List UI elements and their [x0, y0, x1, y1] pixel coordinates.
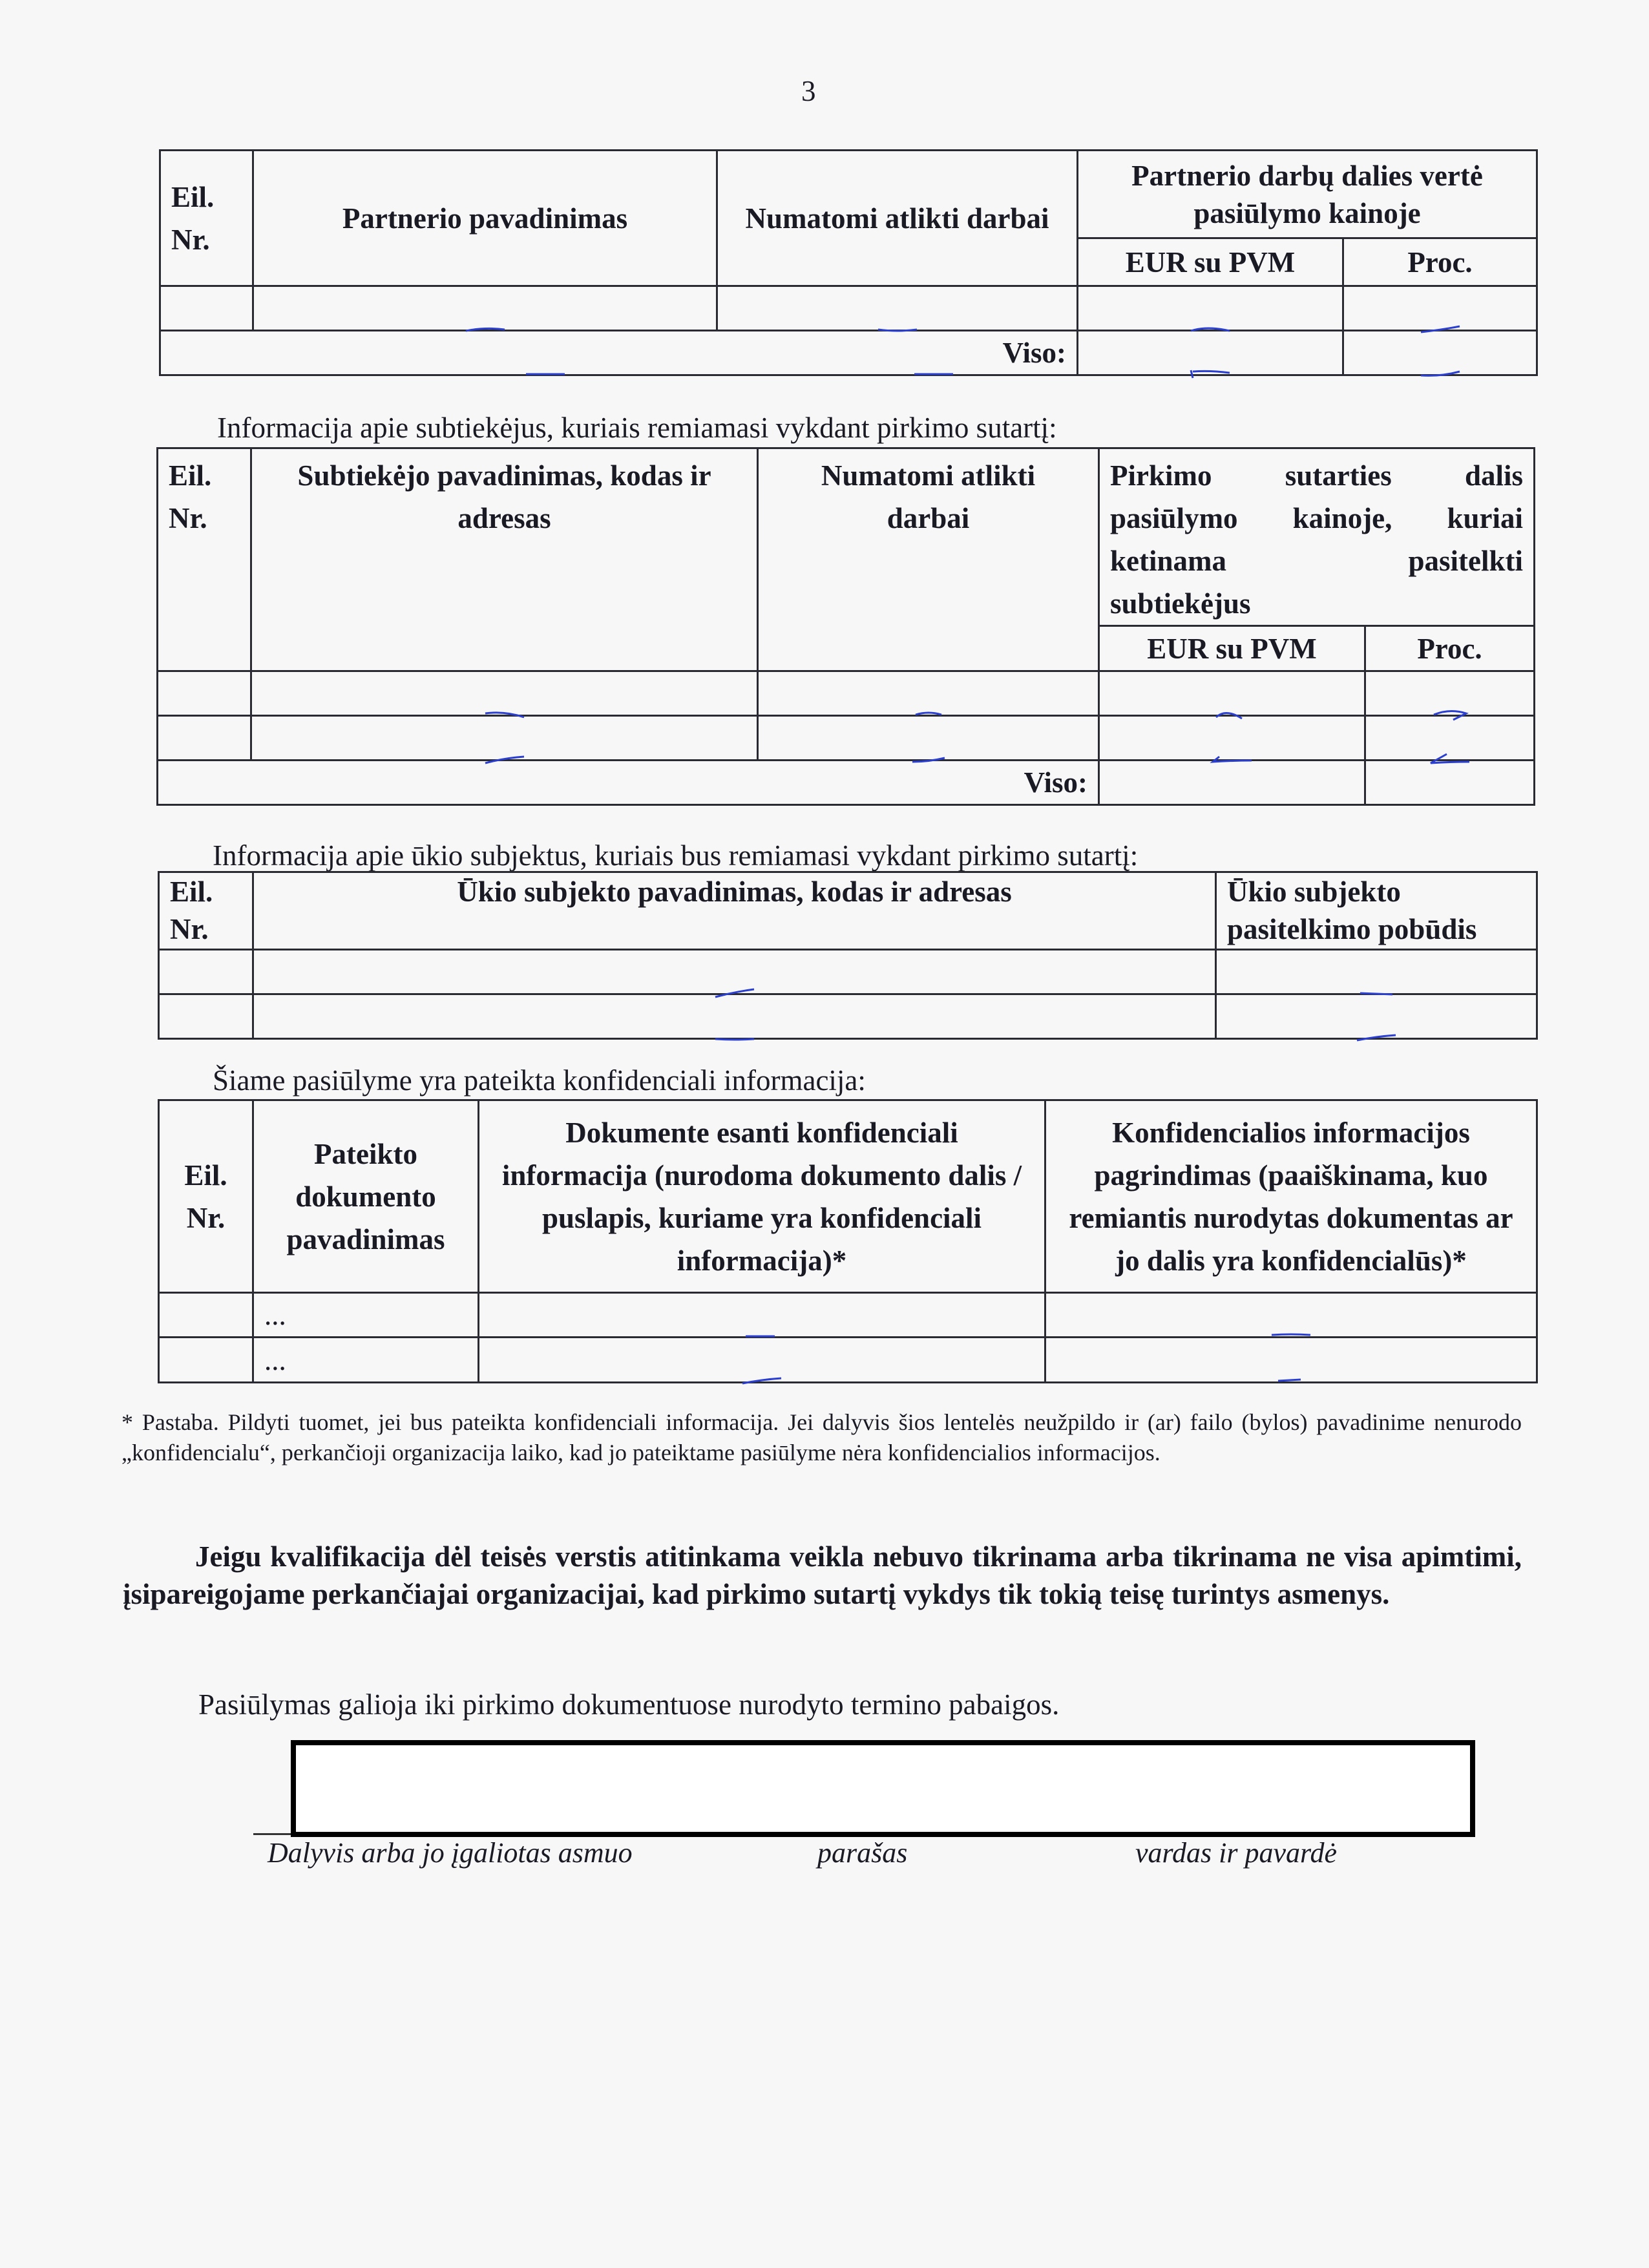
validity-text: Pasiūlymas galioja iki pirkimo dokumentuose nurodyto termino pabaigos.	[198, 1688, 1060, 1721]
header-proc: Proc.	[1365, 626, 1535, 671]
handwritten-dash	[906, 735, 951, 748]
handwritten-dash	[911, 350, 956, 362]
cell-empty	[159, 950, 253, 994]
signature-line	[253, 1833, 292, 1835]
total-row-label-cell	[160, 331, 1078, 375]
handwritten-dash	[463, 305, 508, 318]
entities-table	[158, 871, 1538, 1040]
header-no: Eil. Nr.	[159, 1100, 253, 1293]
header-document: Pateikto dokumento pavadinimas	[253, 1100, 479, 1293]
header-works: Numatomi atlikti darbai	[758, 448, 1099, 671]
total-label: Viso:	[1002, 337, 1066, 369]
commitment-paragraph: Jeigu kvalifikacija dėl teisės verstis atitinkama veikla nebuvo tikrinama arba tikrinama ne visa apimtimi, įsipareigojame perkančiajai organizacijai, kad pirkimo sutartį vykdys tik tokią teisę turintys asmenys.	[123, 1540, 1522, 1610]
footnote: * Pastaba. Pildyti tuomet, jei bus pateikta konfidenciali informacija. Jei dalyvis šios lentelės neužpildo ir (ar) failo (bylos) pavadinime nenurodo „konfidencialu“, perkančioji organizacija laiko, kad jo pateiktame pasiūlyme nėra konfidencialios informacijos.	[121, 1409, 1522, 1465]
header-subcontractor-name: Subtiekėjo pavadinimas, kodas ir adresas	[251, 448, 758, 671]
handwritten-dash	[1418, 350, 1463, 362]
subcontractors-table	[156, 447, 1535, 806]
header-works: Numatomi atlikti darbai	[717, 151, 1078, 286]
header-nature: Ūkio subjekto pasitelkimo pobūdis	[1216, 872, 1537, 950]
handwritten-dash	[1354, 1013, 1399, 1026]
handwritten-dash	[739, 1356, 784, 1369]
handwritten-dash	[1268, 1356, 1314, 1369]
subcontractors-caption: Informacija apie subtiekėjus, kuriais remiamasi vykdant pirkimo sutartį:	[217, 412, 1057, 444]
handwritten-dash	[906, 690, 951, 703]
header-value: Partnerio darbų dalies vertė pasiūlymo kainoje	[1078, 151, 1537, 238]
cell-dash	[251, 716, 758, 761]
cell-dash	[253, 950, 1216, 994]
cell-empty	[158, 671, 251, 716]
handwritten-dash	[712, 969, 757, 982]
cell-empty	[158, 716, 251, 761]
cell-dash	[758, 671, 1099, 716]
handwritten-dash	[875, 305, 920, 318]
redaction-box	[291, 1740, 1475, 1837]
cell-dash	[1099, 671, 1365, 716]
cell-dash	[1343, 286, 1537, 331]
header-share-line: Pirkimo sutarties dalis	[1110, 459, 1524, 492]
header-entity-name: Ūkio subjekto pavadinimas, kodas ir adresas	[253, 872, 1216, 950]
header-share-line: pasiūlymo kainoje, kuriai	[1110, 502, 1524, 534]
header-share-line: subtiekėjus	[1110, 587, 1251, 620]
cell-empty	[159, 994, 253, 1039]
participant-label: Dalyvis arba jo įgaliotas asmuo	[268, 1837, 633, 1869]
header-share	[1099, 448, 1535, 626]
cell-dash	[717, 286, 1078, 331]
page-number: 3	[801, 75, 816, 107]
handwritten-dash	[482, 690, 527, 703]
header-reason: Konfidencialios informacijos pagrindimas (paaiškinama, kuo remiantis nurodytas dokumentas ar jo dalis yra konfidencialūs)*	[1045, 1100, 1537, 1293]
handwritten-dash	[1188, 350, 1233, 362]
cell-dash	[1216, 950, 1537, 994]
handwritten-dash	[1427, 735, 1473, 748]
header-no: Eil. Nr.	[159, 872, 253, 950]
cell-dash	[1099, 716, 1365, 761]
cell-empty	[1365, 761, 1535, 805]
header-eur: EUR su PVM	[1078, 238, 1343, 286]
entities-caption: Informacija apie ūkio subjektus, kuriais bus remiamasi vykdant pirkimo sutartį:	[213, 839, 1139, 872]
confidential-caption: Šiame pasiūlyme yra pateikta konfidenciali informacija:	[213, 1064, 866, 1097]
handwritten-dash	[523, 350, 568, 362]
header-no: Eil. Nr.	[160, 151, 253, 286]
header-eur: EUR su PVM	[1099, 626, 1365, 671]
header-share-line: ketinama pasitelkti	[1110, 545, 1524, 577]
handwritten-dash	[482, 735, 527, 748]
cell-empty	[160, 286, 253, 331]
handwritten-dash	[1427, 690, 1473, 703]
confidential-table	[158, 1099, 1538, 1383]
cell-dash	[251, 671, 758, 716]
cell-dash	[1045, 1338, 1537, 1383]
cell-document: ...	[253, 1338, 479, 1383]
handwritten-dash	[712, 1013, 757, 1026]
handwritten-dash	[739, 1312, 784, 1325]
handwritten-dash	[1268, 1312, 1314, 1325]
handwritten-dash	[1210, 735, 1255, 748]
cell-dash	[253, 286, 717, 331]
cell-dash	[1045, 1293, 1537, 1338]
partners-table	[159, 149, 1538, 376]
header-proc: Proc.	[1343, 238, 1537, 286]
cell-dash	[479, 1338, 1045, 1383]
cell-dash	[1365, 716, 1535, 761]
cell-empty	[159, 1338, 253, 1383]
header-no: Eil. Nr.	[158, 448, 251, 671]
handwritten-dash	[1418, 305, 1463, 318]
total-label: Viso:	[158, 761, 1099, 805]
handwritten-dash	[1210, 690, 1255, 703]
cell-document: ...	[253, 1293, 479, 1338]
cell-dash	[1078, 286, 1343, 331]
header-info: Dokumente esanti konfidenciali informacija (nurodoma dokumento dalis / puslapis, kuriame yra konfidenciali informacija)*	[479, 1100, 1045, 1293]
header-partner-name: Partnerio pavadinimas	[253, 151, 717, 286]
cell-dash	[1216, 994, 1537, 1039]
name-label: vardas ir pavardė	[1135, 1837, 1338, 1869]
handwritten-dash	[1188, 305, 1233, 318]
cell-dash	[1343, 331, 1537, 375]
cell-dash	[253, 994, 1216, 1039]
cell-dash	[1365, 671, 1535, 716]
handwritten-dash	[1354, 969, 1399, 982]
cell-dash	[1078, 331, 1343, 375]
signature-label: parašas	[817, 1837, 908, 1869]
cell-dash	[758, 716, 1099, 761]
cell-dash	[479, 1293, 1045, 1338]
cell-empty	[159, 1293, 253, 1338]
cell-empty	[1099, 761, 1365, 805]
